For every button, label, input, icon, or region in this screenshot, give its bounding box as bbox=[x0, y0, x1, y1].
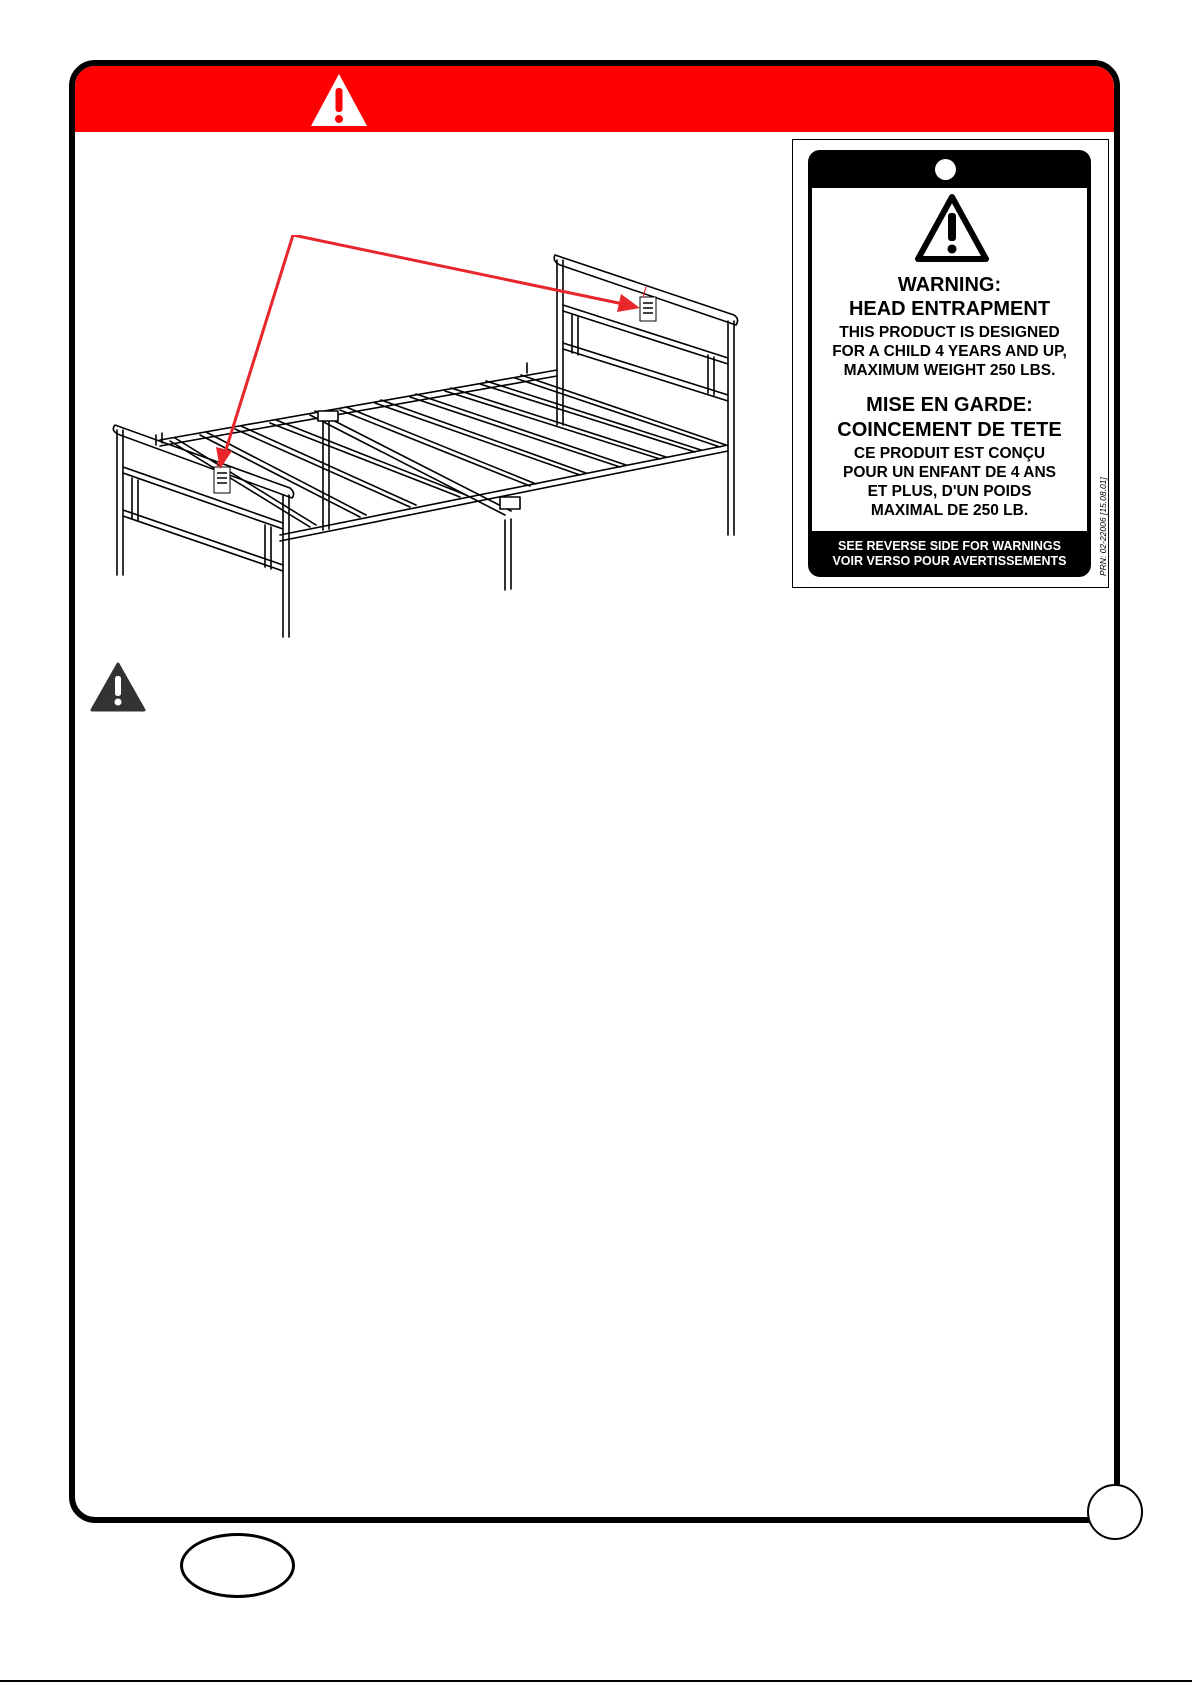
warning-label bbox=[808, 150, 1091, 577]
warning-line: FOR A CHILD 4 YEARS AND UP, bbox=[832, 343, 1067, 360]
bottom-oval bbox=[180, 1533, 295, 1598]
warning-triangle-icon bbox=[309, 72, 369, 128]
part-number: PRN: 02-22006 [15.08.01] bbox=[1098, 477, 1108, 576]
warning-subtitle: HEAD ENTRAPMENT bbox=[848, 298, 1051, 320]
warning-triangle-icon bbox=[915, 193, 989, 263]
label-footer-line: VOIR VERSO POUR AVERTISSEMENTS bbox=[832, 554, 1067, 568]
warning-title: WARNING: bbox=[897, 274, 1002, 296]
french-line: POUR UN ENFANT DE 4 ANS bbox=[842, 464, 1056, 481]
bed-frame-illustration bbox=[100, 235, 760, 645]
label-footer-line: SEE REVERSE SIDE FOR WARNINGS bbox=[838, 539, 1061, 553]
french-line: MAXIMAL DE 250 LB. bbox=[870, 502, 1029, 519]
french-subtitle: COINCEMENT DE TETE bbox=[837, 419, 1062, 441]
page-number-circle bbox=[1087, 1484, 1143, 1540]
warning-banner bbox=[75, 66, 1114, 132]
french-line: CE PRODUIT EST CONÇU bbox=[853, 445, 1046, 462]
french-title: MISE EN GARDE: bbox=[866, 394, 1033, 416]
french-line: ET PLUS, D'UN POIDS bbox=[867, 483, 1032, 500]
warning-line: MAXIMUM WEIGHT 250 LBS. bbox=[843, 362, 1056, 379]
warning-line: THIS PRODUCT IS DESIGNED bbox=[839, 324, 1060, 341]
warning-label-body bbox=[812, 188, 1087, 531]
hang-hole bbox=[935, 159, 956, 180]
warning-label-card bbox=[792, 139, 1109, 588]
bottom-rule bbox=[0, 1680, 1192, 1682]
warning-triangle-icon bbox=[90, 662, 146, 712]
